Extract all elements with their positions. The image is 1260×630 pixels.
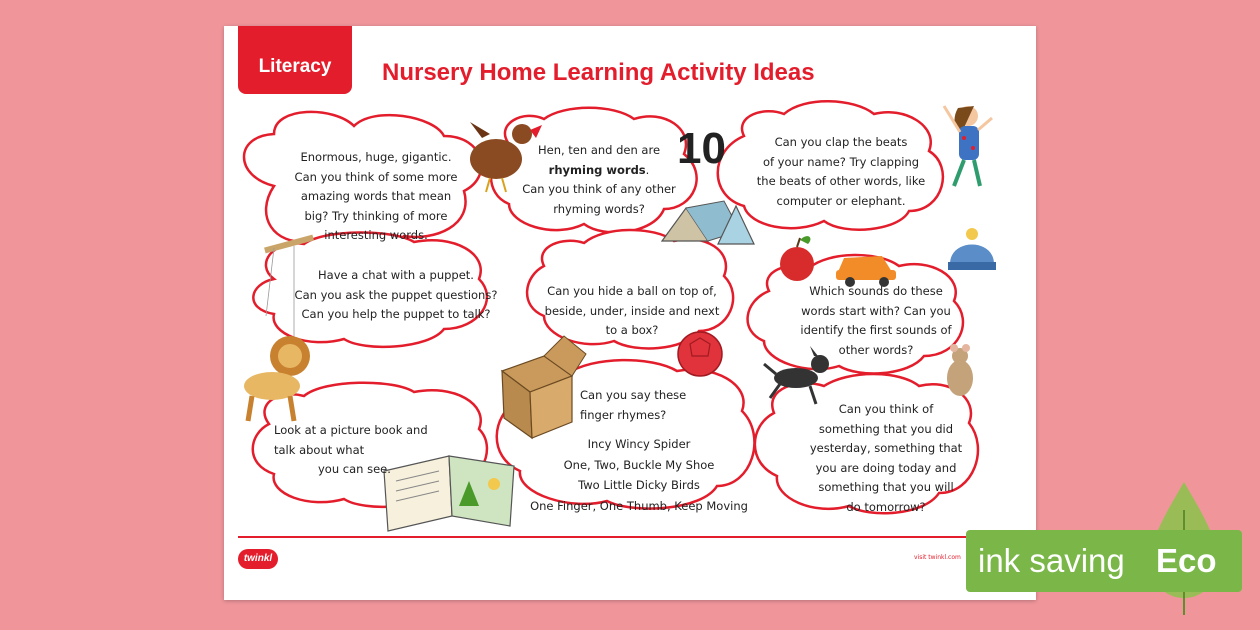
text-line: computer or elephant.: [776, 193, 906, 208]
text-line: something that you will: [818, 480, 954, 494]
text-line: yesterday, something that: [809, 441, 963, 455]
finger-text: [580, 386, 700, 425]
text-line: Can you ask the puppet questions?: [294, 287, 498, 302]
text-line: talk about what: [274, 442, 365, 457]
ink-saving-badge: [966, 530, 1242, 592]
text-line: Which sounds do these: [809, 284, 943, 298]
text-line: of your name? Try clapping: [762, 154, 920, 169]
rhyming-text: [514, 141, 684, 219]
text-line: something that you did: [818, 421, 954, 436]
footer-divider: [238, 536, 1024, 538]
text-line: you are doing today and: [815, 460, 957, 475]
text-line: beside, under, inside and next: [544, 303, 720, 318]
rhymes-list: [524, 434, 754, 516]
page-title: Nursery Home Learning Activity Ideas: [382, 59, 815, 86]
sounds-text: [792, 282, 960, 360]
text-line: Can you hide a ball on top of,: [547, 284, 717, 298]
puppet-text: [282, 266, 510, 325]
text-line: Can you clap the beats: [774, 135, 908, 149]
text-line: Can you think of some more: [294, 169, 458, 184]
rhyme-item: One Finger, One Thumb, Keep Moving: [530, 498, 748, 513]
ball-text: [537, 282, 727, 341]
rhyme-item: Incy Wincy Spider: [587, 437, 691, 451]
text-line: amazing words that mean: [300, 189, 452, 203]
text-line: Look at a picture book and: [274, 423, 428, 437]
text-line: you can see.: [318, 462, 391, 476]
text-line: other words?: [838, 342, 914, 357]
text-line: finger rhymes?: [580, 407, 667, 422]
text-line: identify the first sounds of: [800, 323, 952, 337]
rhyme-item: One, Two, Buckle My Shoe: [563, 457, 715, 472]
girl-illustration: [944, 106, 992, 186]
ink-saving-text: ink saving: [978, 542, 1125, 579]
text-line: Enormous, huge, gigantic.: [300, 150, 452, 164]
text-line: Can you help the puppet to talk?: [301, 307, 491, 321]
eco-text: Eco: [1156, 542, 1217, 579]
text-line: big? Try thinking of more: [304, 208, 448, 223]
clap-text: [746, 133, 936, 211]
text-line: words start with? Can you: [801, 303, 951, 318]
rhyme-item: Two Little Dicky Birds: [578, 478, 700, 492]
activity-sheet: [224, 26, 1036, 600]
text-line: Can you think of any other: [522, 182, 676, 196]
text-line: Have a chat with a puppet.: [318, 268, 474, 282]
book-text: [274, 421, 444, 480]
text-line: to a box?: [605, 323, 659, 337]
text-line: rhyming words.: [548, 162, 650, 177]
text-line: rhyming words?: [553, 201, 645, 216]
number-ten: 10: [677, 124, 726, 173]
yesterday-text: [806, 400, 966, 517]
synonyms-text: [276, 148, 476, 246]
text-line: Hen, ten and den are: [537, 143, 661, 157]
footer-url: visit twinkl.com: [914, 554, 961, 561]
twinkl-logo: twinkl: [238, 549, 278, 569]
literacy-tag-label: Literacy: [258, 56, 332, 77]
text-line: Can you say these: [580, 388, 687, 402]
text-line: do tomorrow?: [846, 499, 926, 514]
text-line: interesting words.: [324, 228, 428, 242]
text-line: Can you think of: [838, 402, 934, 416]
ink-saving-label: [978, 542, 1125, 580]
text-line: the beats of other words, like: [756, 174, 926, 188]
bold-text: rhyming words: [548, 162, 646, 177]
